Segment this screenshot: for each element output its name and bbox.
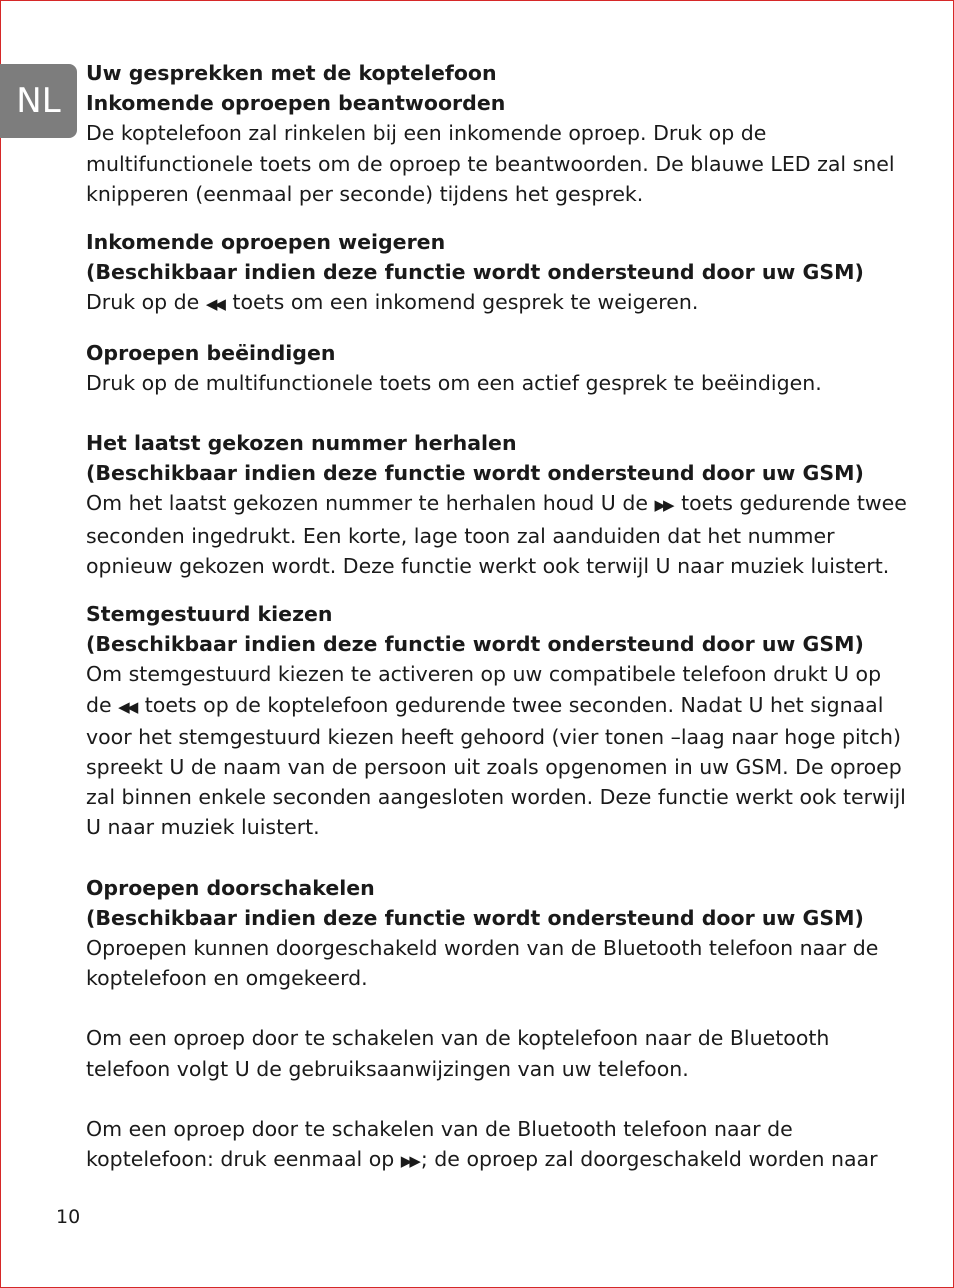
section-note: (Beschikbaar indien deze functie wordt ondersteund door uw GSM) [86, 461, 864, 486]
manual-content [86, 58, 908, 1176]
section-answer-calls [86, 58, 908, 209]
section-title: Oproepen beëindigen [86, 340, 336, 365]
fast-forward-icon: ▶▶ [654, 496, 672, 515]
section-paragraph: Om stemgestuurd kiezen te activeren op uw compatibele telefoon drukt U op de ◀◀ toets op de koptelefoon gedurende twee seconden. Nadat U het signaal voor het stemgestuurd kiezen heeft gehoord (vier tonen –laag naar hoge pitch) spreekt U de naam van de persoon uit zoals opgenomen in uw GSM. De oproep zal binnen enkele seconden aangesloten worden. Deze functie werkt ook terwijl U naar muziek luistert. [86, 662, 906, 840]
page-number: 10 [56, 1206, 81, 1228]
rewind-icon: ◀◀ [118, 697, 136, 716]
section-redial [86, 428, 908, 581]
section-paragraph: Druk op de ◀◀ toets om een inkomend gesprek te weigeren. [86, 290, 699, 315]
section-paragraph: Oproepen kunnen doorgeschakeld worden van de Bluetooth telefoon naar de koptelefoon en omgekeerd. [86, 936, 879, 991]
section-title: Het laatst gekozen nummer herhalen [86, 431, 517, 456]
section-transfer-calls [86, 873, 908, 1177]
section-subtitle: Inkomende oproepen beantwoorden [86, 91, 506, 116]
language-tab: NL [0, 64, 77, 138]
section-paragraph: De koptelefoon zal rinkelen bij een inkomende oproep. Druk op de multifunctionele toets om de oproep te beantwoorden. De blauwe LED zal snel knipperen (eenmaal per seconde) tijdens het gesprek. [86, 121, 895, 206]
section-voice-dialing [86, 599, 908, 843]
section-paragraph: Om een oproep door te schakelen van de Bluetooth telefoon naar de koptelefoon: druk eenmaal op ▶▶ ; de oproep zal doorgeschakeld worden naar [86, 1116, 878, 1172]
rewind-icon: ◀◀ [205, 295, 223, 314]
section-note: (Beschikbaar indien deze functie wordt ondersteund door uw GSM) [86, 632, 864, 657]
section-title: Oproepen doorschakelen [86, 875, 375, 900]
section-paragraph: Om een oproep door te schakelen van de koptelefoon naar de Bluetooth telefoon volgt U de gebruiksaanwijzingen van uw telefoon. [86, 1026, 830, 1081]
section-title: Uw gesprekken met de koptelefoon [86, 61, 497, 85]
section-paragraph: Druk op de multifunctionele toets om een actief gesprek te beëindigen. [86, 370, 822, 395]
section-reject-calls [86, 227, 908, 320]
section-paragraph: Om het laatst gekozen nummer te herhalen houd U de ▶▶ toets gedurende twee seconden ingedrukt. Een korte, lage toon zal aanduiden dat het nummer opnieuw gekozen wordt. Deze functie werkt ook terwijl U naar muziek luistert. [86, 491, 907, 578]
section-title: Stemgestuurd kiezen [86, 602, 333, 627]
section-end-calls [86, 338, 908, 398]
section-note: (Beschikbaar indien deze functie wordt ondersteund door uw GSM) [86, 260, 864, 285]
fast-forward-icon: ▶▶ [400, 1152, 418, 1171]
section-note: (Beschikbaar indien deze functie wordt ondersteund door uw GSM) [86, 905, 864, 930]
section-title: Inkomende oproepen weigeren [86, 230, 446, 255]
